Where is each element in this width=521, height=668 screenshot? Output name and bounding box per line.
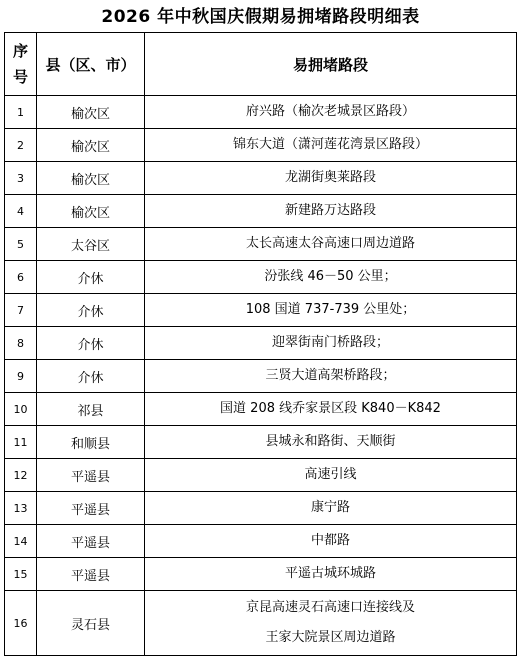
table-row xyxy=(5,459,517,492)
row-county: 介休 xyxy=(37,327,145,360)
row-county: 祁县 xyxy=(37,393,145,426)
row-county: 灵石县 xyxy=(37,591,145,656)
row-county: 介休 xyxy=(37,294,145,327)
row-number: 1 xyxy=(5,96,37,129)
row-county: 平遥县 xyxy=(37,558,145,591)
table-row xyxy=(5,492,517,525)
table-row xyxy=(5,426,517,459)
row-road-section-line1: 京昆高速灵石高速口连接线及 xyxy=(245,600,415,615)
row-county: 榆次区 xyxy=(37,129,145,162)
row-county: 平遥县 xyxy=(37,492,145,525)
row-road-section: 龙湖街奥莱路段 xyxy=(145,162,517,195)
table-row xyxy=(5,228,517,261)
row-number: 5 xyxy=(5,228,37,261)
row-road-section: 府兴路（榆次老城景区路段） xyxy=(145,96,517,129)
table-row xyxy=(5,393,517,426)
row-road-section: 108 国道 737-739 公里处； xyxy=(145,294,517,327)
row-number: 14 xyxy=(5,525,37,558)
table-row xyxy=(5,96,517,129)
row-road-section: 高速引线 xyxy=(145,459,517,492)
row-road-section: 迎翠街南门桥路段； xyxy=(145,327,517,360)
row-county: 榆次区 xyxy=(37,162,145,195)
row-number: 13 xyxy=(5,492,37,525)
row-road-section: 国道 208 线乔家景区段 K840－K842 xyxy=(145,393,517,426)
row-road-section: 中都路 xyxy=(145,525,517,558)
row-road-section: 锦东大道（潇河莲花湾景区路段） xyxy=(145,129,517,162)
congestion-road-table xyxy=(4,32,517,656)
table-row xyxy=(5,294,517,327)
row-number: 11 xyxy=(5,426,37,459)
table-row xyxy=(5,558,517,591)
row-road-section: 三贤大道高架桥路段； xyxy=(145,360,517,393)
header-serial-line1: 序 xyxy=(12,42,28,60)
row-county: 和顺县 xyxy=(37,426,145,459)
row-county: 平遥县 xyxy=(37,525,145,558)
row-road-section: 太长高速太谷高速口周边道路 xyxy=(145,228,517,261)
table-row xyxy=(5,162,517,195)
table-row xyxy=(5,195,517,228)
row-road-section: 县城永和路街、天顺街 xyxy=(145,426,517,459)
table-row xyxy=(5,591,517,656)
header-county: 县（区、市） xyxy=(37,33,145,96)
table-row xyxy=(5,261,517,294)
row-road-section: 平遥古城环城路 xyxy=(145,558,517,591)
row-number: 8 xyxy=(5,327,37,360)
row-number: 4 xyxy=(5,195,37,228)
row-road-section: 汾张线 46－50 公里； xyxy=(145,261,517,294)
table-header-row xyxy=(5,33,517,96)
row-number: 3 xyxy=(5,162,37,195)
document-title: 2026 年中秋国庆假期易拥堵路段明细表 xyxy=(101,7,420,27)
header-serial-number xyxy=(5,33,37,96)
header-serial-line2: 号 xyxy=(12,68,28,86)
row-county: 介休 xyxy=(37,261,145,294)
row-number: 7 xyxy=(5,294,37,327)
table-row xyxy=(5,129,517,162)
row-number: 10 xyxy=(5,393,37,426)
table-row xyxy=(5,360,517,393)
row-number: 2 xyxy=(5,129,37,162)
row-county: 榆次区 xyxy=(37,96,145,129)
row-number: 6 xyxy=(5,261,37,294)
table-row xyxy=(5,525,517,558)
row-number: 9 xyxy=(5,360,37,393)
row-number: 12 xyxy=(5,459,37,492)
table-row xyxy=(5,327,517,360)
row-county: 介休 xyxy=(37,360,145,393)
row-number: 16 xyxy=(5,591,37,656)
row-number: 15 xyxy=(5,558,37,591)
row-road-section xyxy=(145,591,517,656)
row-county: 榆次区 xyxy=(37,195,145,228)
row-road-section-line2: 王家大院景区周边道路 xyxy=(265,630,396,645)
row-county: 太谷区 xyxy=(37,228,145,261)
header-road-section: 易拥堵路段 xyxy=(145,33,517,96)
row-road-section: 新建路万达路段 xyxy=(145,195,517,228)
row-county: 平遥县 xyxy=(37,459,145,492)
row-road-section: 康宁路 xyxy=(145,492,517,525)
